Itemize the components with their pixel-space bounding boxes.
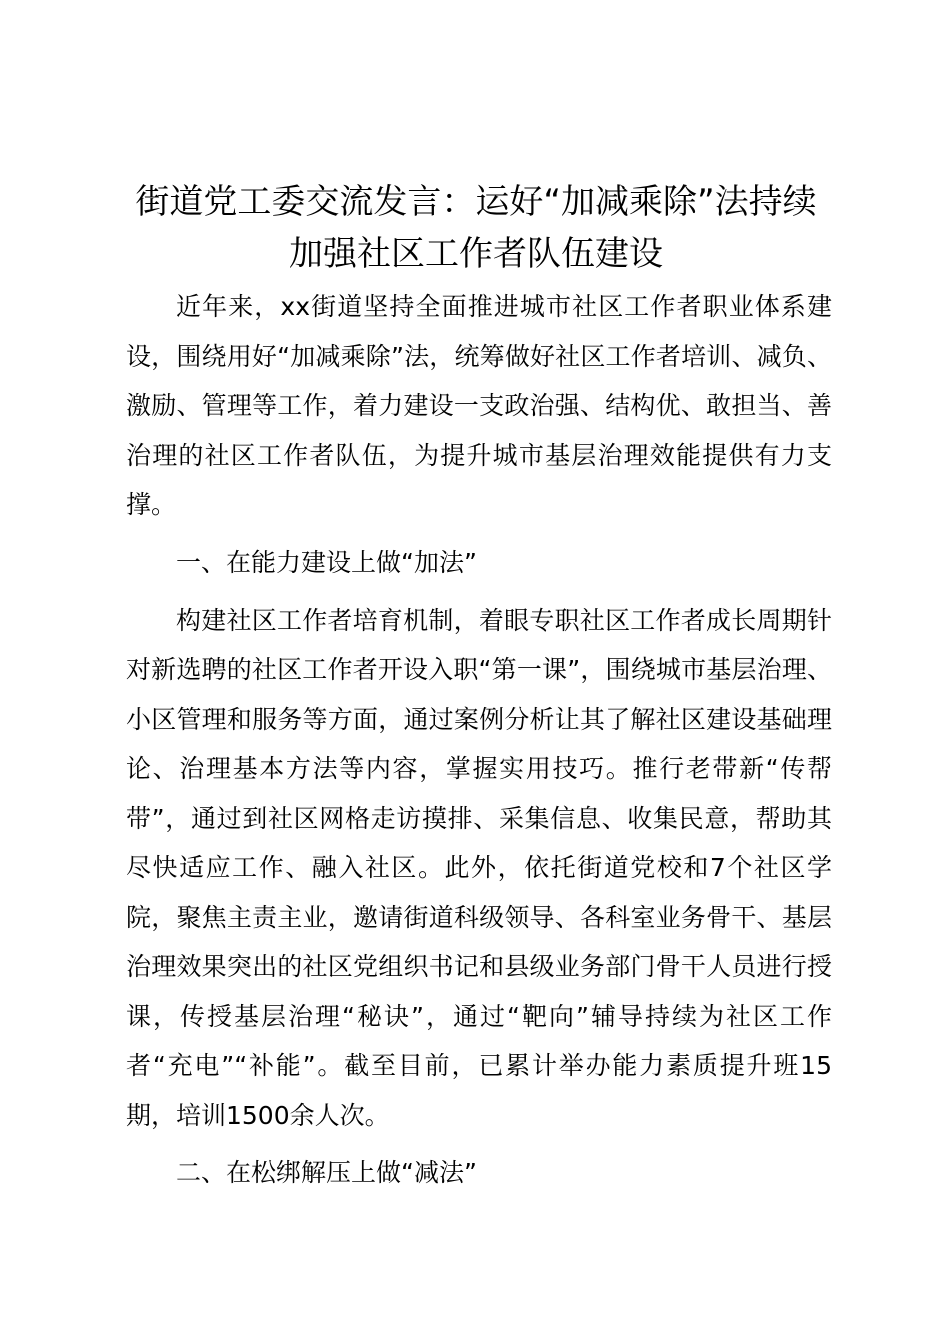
intro-paragraph: 近年来，xx街道坚持全面推进城市社区工作者职业体系建设，围绕用好“加减乘除”法，统筹做好社区工作者培训、减负、激励、管理等工作，着力建设一支政治强、结构优、敢担当、善治理的社区工作者队伍，为提升城市基层治理效能提供有力支撑。 <box>126 292 832 519</box>
document-body <box>126 282 832 1206</box>
section-heading-1: 一、在能力建设上做“加法” <box>176 547 477 577</box>
section-heading-2: 二、在松绑解压上做“减法” <box>176 1158 477 1187</box>
document-title: 街道党工委交流发言：运好“加减乘除”法持续加强社区工作者队伍建设 <box>135 182 817 274</box>
section-body-1: 构建社区工作者培育机制，着眼专职社区工作者成长周期针对新选聘的社区工作者开设入职“第一课”，围绕城市基层治理、小区管理和服务等方面，通过案例分析让其了解社区建设基础理论、治理基本方法等内容，掌握实用技巧。推行老带新“传帮带”，通过到社区网格走访摸排、采集信息、收集民意，帮助其尽快适应工作、融入社区。此外，依托街道党校和7个社区学院，聚焦主责主业，邀请街道科级领导、各科室业务骨干、基层治理效果突出的社区党组织书记和县级业务部门骨干人员进行授课，传授基层治理“秘诀”，通过“靶向”辅导持续为社区工作者“充电”“补能”。截至目前，已累计举办能力素质提升班15期，培训1500余人次。 <box>126 605 832 1130</box>
